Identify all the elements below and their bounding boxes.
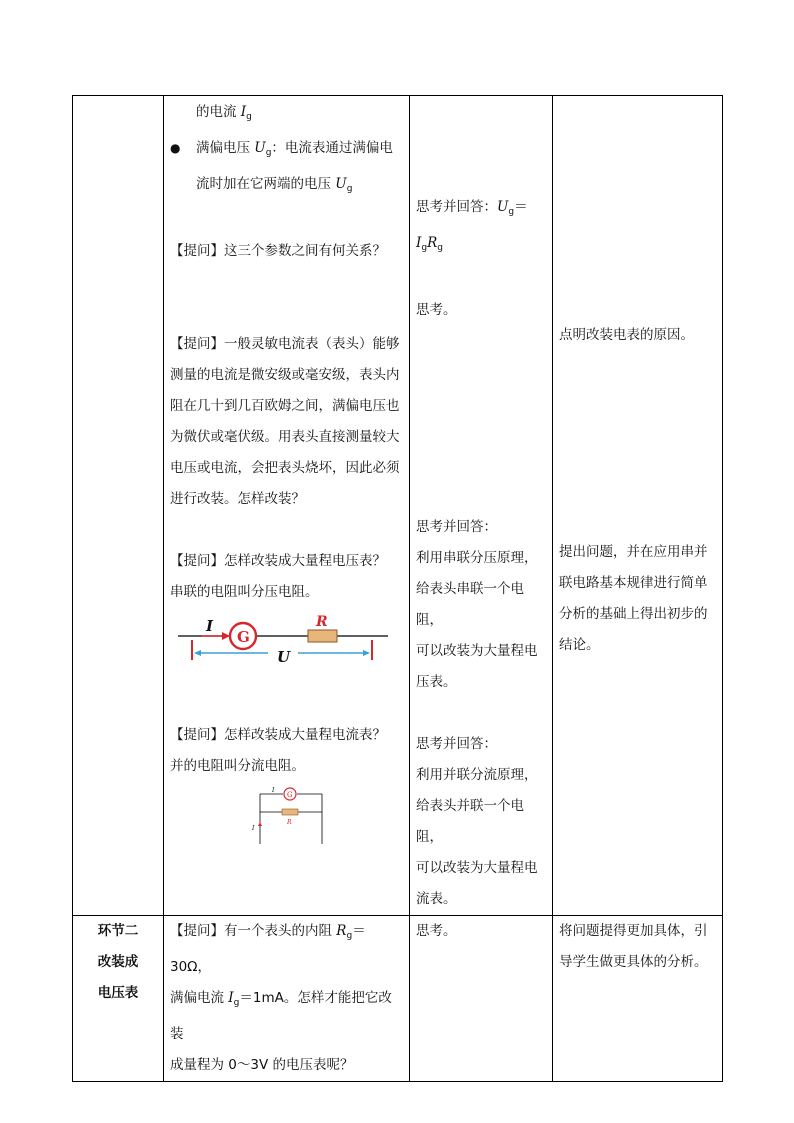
bullet-item: ● 满偏电压 $U_g$：电流表通过满偏电 — [170, 133, 403, 169]
stage-cell — [73, 916, 164, 1082]
text-line: 导学生做更具体的分析。 — [559, 954, 708, 970]
design-intent-cell — [553, 96, 723, 916]
stage-label: 电压表 — [97, 985, 139, 1001]
note-1: 点明改装电表的原因。 — [559, 327, 694, 343]
text-line: 提出问题，并在应用串并 — [559, 544, 708, 560]
resistor-label: R — [287, 819, 292, 826]
lesson-table — [72, 95, 723, 1082]
answer-1: 思考并回答：$U_g=$ — [416, 199, 528, 217]
text-line: 分析的基础上得出初步的 — [559, 606, 708, 622]
text-line: 的电流 $I_g$ — [196, 104, 252, 122]
current-label: I — [206, 617, 214, 635]
question-3 — [170, 546, 403, 608]
design-intent-cell — [553, 916, 723, 1082]
text-line: 可以改装为大量程电 — [416, 643, 538, 659]
meter-label: G — [237, 628, 250, 646]
answer-3 — [416, 512, 546, 698]
text-line: 【提问】怎样改装成大量程电流表？ — [170, 727, 386, 743]
text-line: 结论。 — [559, 637, 600, 653]
answer-2: 思考。 — [416, 302, 457, 318]
text-line: 阻在几十到几百欧姆之间，满偏电压也 — [170, 398, 400, 414]
text-line: 成量程为 0～3V 的电压表呢？ — [170, 1057, 354, 1073]
text-line: 流时加在它两端的电压 $U_g$ — [196, 176, 353, 194]
answer-4 — [416, 729, 546, 915]
student-activity-cell — [410, 96, 553, 916]
text-line: 为微伏或毫伏级。用表头直接测量较大 — [170, 429, 400, 445]
text-line: 【提问】一般灵敏电流表（表头）能够 — [170, 336, 400, 352]
parallel-circuit-diagram — [252, 786, 332, 848]
stage-label: 改装成 — [97, 954, 139, 970]
stage-label: 环节二 — [97, 923, 139, 939]
text-line: 【提问】有一个表头的内阻 $R_g=30\Omega$， — [170, 923, 366, 975]
answer-1-cont: $I_gR_g$ — [416, 235, 443, 253]
note-2 — [559, 537, 716, 661]
teacher-activity-cell — [164, 96, 410, 916]
table-row — [73, 916, 723, 1082]
series-circuit-diagram — [172, 614, 394, 666]
student-activity-cell — [410, 916, 553, 1082]
text-line: 思考并回答： — [416, 736, 497, 752]
arrow-up-icon — [258, 822, 262, 826]
question-2 — [170, 329, 403, 515]
text-line: 给表头并联一个电阻， — [416, 798, 524, 845]
text-line: 【提问】怎样改装成大量程电压表？ — [170, 553, 386, 569]
current-label: I — [272, 787, 275, 794]
text-line: 串联的电阻叫分压电阻。 — [170, 584, 319, 600]
text-line: 电压或电流，会把表头烧坏，因此必须 — [170, 460, 400, 476]
text-line: 测量的电流是微安级或毫安级，表头内 — [170, 367, 400, 383]
voltage-label: U — [277, 648, 291, 666]
text-line: 并的电阻叫分流电阻。 — [170, 758, 305, 774]
text-line: 流表。 — [416, 891, 457, 907]
meter-label: G — [287, 791, 293, 799]
text-line: 进行改装。怎样改装？ — [170, 491, 305, 507]
branch-current-label: I — [252, 825, 255, 832]
teacher-activity-cell — [164, 916, 410, 1082]
resistor-label: R — [316, 614, 328, 630]
text-line: 联电路基本规律进行简单 — [559, 575, 708, 591]
text-line: 可以改装为大量程电 — [416, 860, 538, 876]
stage-cell — [73, 96, 164, 916]
text-line: 满偏电流 $I_g=1mA$。怎样才能把它改装 — [170, 990, 392, 1042]
text-line: 利用串联分压原理， — [416, 550, 538, 566]
text-line: 将问题提得更加具体，引 — [559, 923, 708, 939]
text-line: 思考并回答： — [416, 519, 497, 535]
question-4 — [170, 720, 403, 782]
question-1: 【提问】这三个参数之间有何关系？ — [170, 243, 386, 259]
text-line: 思考。 — [416, 923, 457, 939]
table-row — [73, 96, 723, 916]
resistor-icon — [282, 809, 298, 815]
bullet-icon: ● — [170, 141, 181, 155]
resistor-icon — [308, 630, 337, 642]
text-line: 利用并联分流原理， — [416, 767, 538, 783]
text-line: 给表头串联一个电阻， — [416, 581, 524, 628]
text-line: 压表。 — [416, 674, 457, 690]
